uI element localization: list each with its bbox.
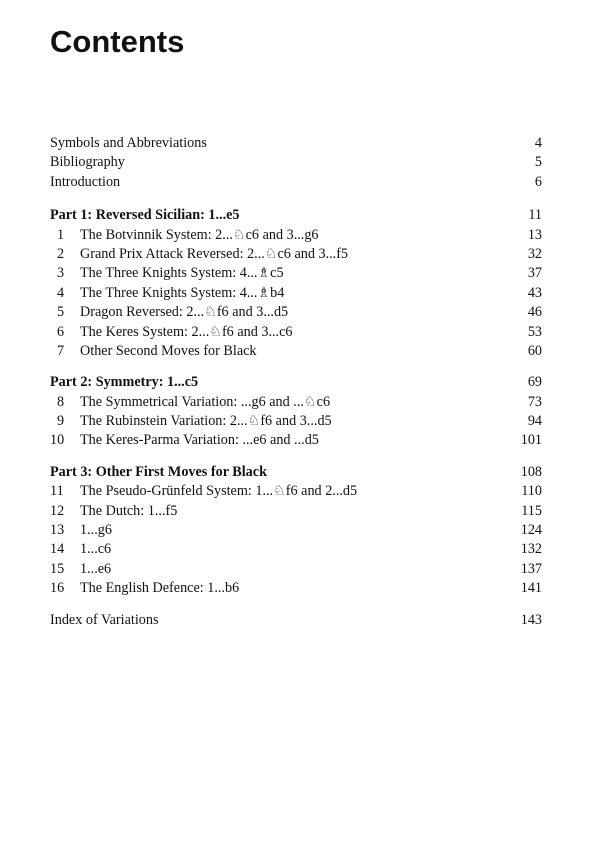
toc-part-label: Part 1: Reversed Sicilian: 1...e5 (50, 207, 240, 224)
toc-chapter-label: The Keres-Parma Variation: ...e6 and ...d5 (80, 432, 319, 449)
toc-chapter-page: 73 (527, 393, 542, 410)
toc-chapter-number: 6 (57, 323, 65, 340)
toc-chapter-label: The Three Knights System: 4...♗b4 (80, 284, 285, 301)
toc-chapter-page: 132 (520, 541, 542, 558)
toc-chapter-label: The English Defence: 1...b6 (80, 580, 240, 597)
toc-chapter-page: 137 (520, 560, 542, 577)
toc-chapter-label: The Pseudo-Grünfeld System: 1...♘f6 and 2...d5 (80, 483, 358, 500)
toc-entry-label: Introduction (50, 173, 121, 190)
toc-chapter-12[interactable] (50, 502, 542, 521)
toc-chapter-label: Grand Prix Attack Reversed: 2...♘c6 and 3...f5 (80, 245, 349, 262)
toc-entry-page: 5 (534, 154, 542, 171)
toc-chapter-number: 8 (57, 393, 65, 410)
toc-chapter-label: The Three Knights System: 4...♗c5 (80, 265, 284, 282)
toc-chapter-label: 1...e6 (80, 560, 112, 577)
toc-chapter-page: 53 (527, 323, 542, 340)
toc-chapter-label: 1...g6 (80, 522, 112, 539)
toc-chapter-label: The Symmetrical Variation: ...g6 and ...♘c6 (80, 393, 331, 410)
section-gap (50, 361, 542, 373)
toc-chapter-14[interactable] (50, 540, 542, 559)
toc-chapter-page: 110 (521, 483, 542, 500)
toc-chapter-number: 5 (57, 304, 65, 321)
toc-entry-page: 4 (534, 135, 542, 151)
toc-chapter-page: 13 (527, 226, 542, 243)
toc-chapter-9[interactable] (50, 412, 542, 431)
toc-chapter-2[interactable] (50, 245, 542, 264)
toc-chapter-number: 3 (57, 265, 65, 282)
toc-chapter-number: 14 (50, 541, 65, 558)
toc-chapter-8[interactable] (50, 393, 542, 412)
toc-part-page: 69 (527, 374, 542, 391)
toc-chapter-7[interactable] (50, 342, 542, 361)
toc-chapter-page: 46 (527, 304, 542, 321)
toc-part-label: Part 3: Other First Moves for Black (50, 463, 267, 480)
toc-chapter-11[interactable] (50, 482, 542, 501)
toc-chapter-3[interactable] (50, 264, 542, 283)
toc-part-page: 108 (520, 463, 542, 480)
toc-chapter-number: 13 (50, 522, 65, 539)
toc-chapter-label: The Botvinnik System: 2...♘c6 and 3...g6 (80, 226, 319, 243)
toc-chapter-label: Other Second Moves for Black (80, 342, 257, 359)
section-gap (50, 192, 542, 206)
table-of-contents (50, 134, 542, 630)
toc-chapter-15[interactable] (50, 560, 542, 579)
toc-chapter-number: 2 (57, 245, 65, 262)
toc-entry-label: Index of Variations (50, 611, 159, 628)
page-title: Contents (50, 24, 185, 59)
toc-chapter-number: 7 (57, 342, 65, 359)
toc-chapter-label: Dragon Reversed: 2...♘f6 and 3...d5 (80, 304, 289, 321)
toc-entry-index[interactable] (50, 611, 542, 630)
toc-chapter-label: 1...c6 (80, 541, 112, 558)
toc-entry-label: Symbols and Abbreviations (50, 135, 207, 151)
toc-chapter-number: 16 (50, 580, 65, 597)
toc-chapter-number: 10 (50, 432, 65, 449)
toc-part-3[interactable] (50, 463, 542, 482)
toc-chapter-6[interactable] (50, 323, 542, 342)
toc-chapter-label: The Dutch: 1...f5 (80, 502, 178, 519)
toc-chapter-number: 4 (57, 284, 65, 301)
section-gap (50, 451, 542, 463)
toc-entry-bibliography[interactable] (50, 153, 542, 172)
toc-chapter-page: 37 (527, 265, 542, 282)
toc-chapter-13[interactable] (50, 521, 542, 540)
toc-part-page: 11 (528, 207, 542, 224)
toc-chapter-number: 15 (50, 560, 65, 577)
toc-chapter-16[interactable] (50, 579, 542, 598)
toc-chapter-number: 1 (57, 226, 65, 243)
toc-chapter-page: 101 (520, 432, 542, 449)
toc-chapter-page: 124 (520, 522, 542, 539)
toc-chapter-page: 94 (527, 413, 542, 430)
toc-entry-page: 6 (534, 173, 542, 190)
toc-chapter-label: The Rubinstein Variation: 2...♘f6 and 3...d5 (80, 413, 332, 430)
toc-chapter-page: 115 (521, 502, 542, 519)
toc-chapter-1[interactable] (50, 226, 542, 245)
toc-chapter-label: The Keres System: 2...♘f6 and 3...c6 (80, 323, 293, 340)
toc-chapter-10[interactable] (50, 431, 542, 450)
toc-chapter-4[interactable] (50, 284, 542, 303)
toc-entry-label: Bibliography (50, 154, 125, 171)
toc-chapter-number: 12 (50, 502, 65, 519)
toc-chapter-page: 141 (520, 580, 542, 597)
toc-part-2[interactable] (50, 373, 542, 392)
toc-entry-symbols[interactable] (50, 134, 542, 153)
toc-part-label: Part 2: Symmetry: 1...c5 (50, 374, 199, 391)
toc-chapter-page: 43 (527, 284, 542, 301)
toc-part-1[interactable] (50, 206, 542, 225)
toc-chapter-page: 32 (527, 245, 542, 262)
toc-chapter-page: 60 (527, 342, 542, 359)
toc-chapter-number: 11 (50, 483, 64, 500)
section-gap (50, 599, 542, 611)
toc-chapter-5[interactable] (50, 303, 542, 322)
toc-chapter-number: 9 (57, 413, 65, 430)
toc-entry-page: 143 (520, 611, 542, 628)
toc-entry-introduction[interactable] (50, 173, 542, 192)
